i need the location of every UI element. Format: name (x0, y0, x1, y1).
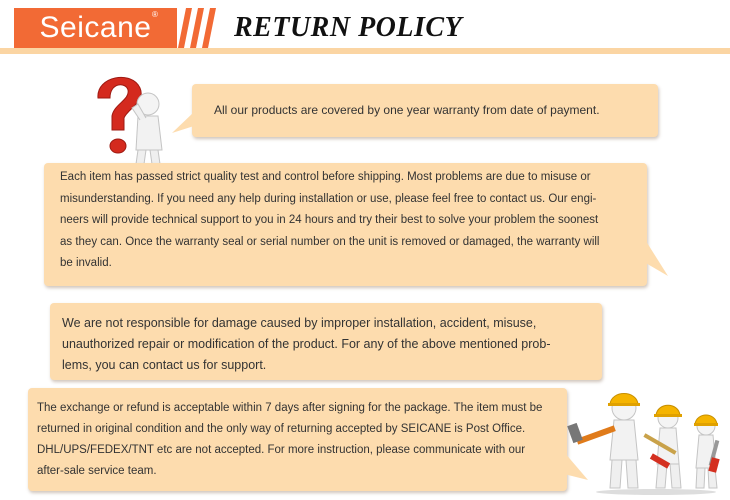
bubble-line: lems, you can contact us for support. (62, 358, 267, 372)
workers-tools-icon (566, 388, 726, 496)
brand-logo (14, 8, 177, 48)
header-stripes-icon (178, 8, 218, 48)
page-title: RETURN POLICY (234, 12, 463, 43)
bubble-text (60, 167, 640, 275)
bubble-line: neers will provide technical support to you in 24 hours and try their best to solve your problem the soonest (60, 214, 599, 226)
policy-bubble-exchange (28, 388, 567, 491)
registered-mark: ® (152, 10, 159, 19)
bubble-line: We are not responsible for damage caused by improper installation, accident, misuse, (62, 316, 537, 330)
bubble-line: The exchange or refund is acceptable within 7 days after signing for the package. The item must be (37, 402, 543, 414)
bubble-line: misunderstanding. If you need any help during installation or use, please feel free to contact us. Our engi- (60, 192, 597, 205)
header-bar (0, 8, 730, 48)
bubble-line: All our products are covered by one year warranty from date of payment. (214, 103, 600, 117)
bubble-line: as they can. Once the warranty seal or serial number on the unit is removed or damaged, the warranty will (60, 235, 600, 248)
bubble-line: unauthorized repair or modification of the product. For any of the above mentioned prob- (62, 337, 551, 351)
bubble-line: returned in original condition and the only way of returning accepted by SEICANE is Post Office. (37, 423, 526, 435)
bubble-line: be invalid. (60, 257, 112, 269)
bubble-line: DHL/UPS/FEDEX/TNT etc are not accepted. For more instruction, please communicate with our (37, 444, 526, 456)
bubble-tail (644, 238, 670, 282)
brand-name: Seicane (39, 11, 152, 44)
policy-bubble-warranty (192, 84, 658, 137)
bubble-text (37, 398, 565, 482)
bubble-line: after-sale service team. (37, 465, 157, 477)
policy-bubble-responsibility (50, 303, 602, 380)
bubble-line: Each item has passed strict quality test and control before shipping. Most problems are due to misuse or (60, 171, 591, 183)
policy-bubble-quality (44, 163, 647, 286)
bubble-text (214, 101, 600, 119)
question-thinker-icon (80, 68, 184, 168)
bubble-text (62, 313, 597, 376)
header-band (0, 48, 730, 54)
bubble-tail (172, 112, 196, 134)
